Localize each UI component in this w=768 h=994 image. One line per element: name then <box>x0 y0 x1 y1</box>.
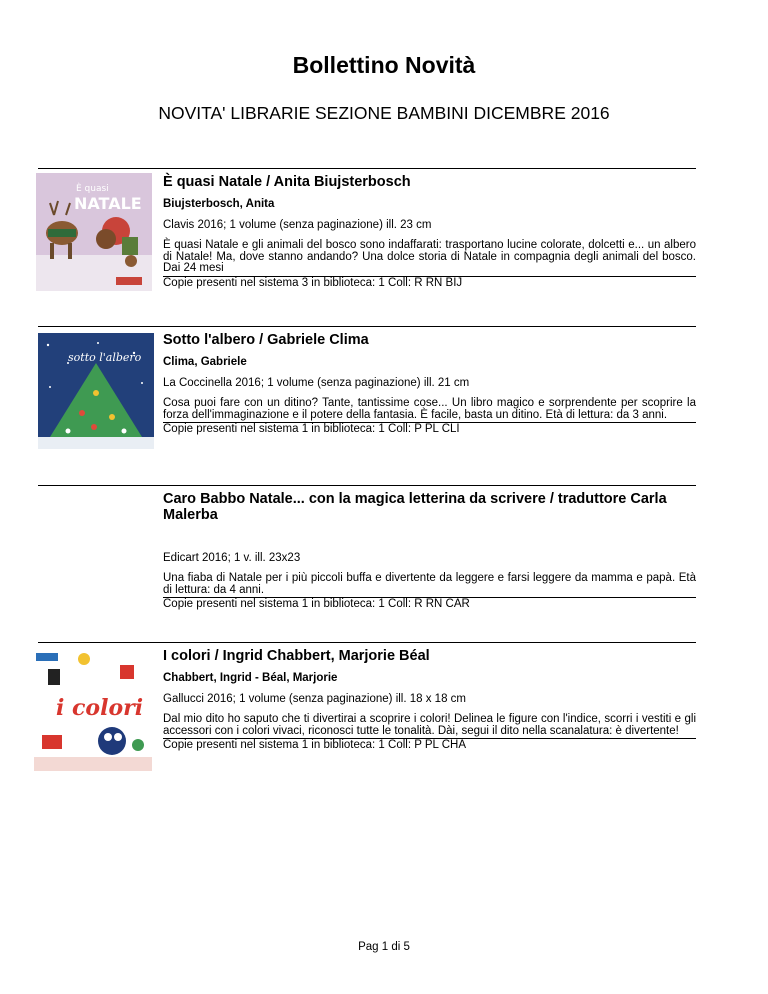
book-publication: Clavis 2016; 1 volume (senza paginazione) ill. 23 cm <box>163 219 432 231</box>
entry-divider <box>38 642 696 643</box>
book-publication: Gallucci 2016; 1 volume (senza paginazione) ill. 18 x 18 cm <box>163 693 466 705</box>
book-author: Biujsterbosch, Anita <box>163 198 275 210</box>
entry-divider <box>38 326 696 327</box>
svg-text:sotto l'albero: sotto l'albero <box>68 351 142 364</box>
book-title: Caro Babbo Natale... con la magica letterina da scrivere / traduttore Carla Malerba <box>163 491 667 523</box>
book-title: Sotto l'albero / Gabriele Clima <box>163 332 369 348</box>
book-title: I colori / Ingrid Chabbert, Marjorie Béal <box>163 648 430 664</box>
book-description: Dal mio dito ho saputo che ti divertirai a scoprire i colori! Delinea le figure con l'indice, scorri i vestiti e gli accessori con i colori vivaci, riconosci tutte le tonalità. Dài, segui il dito nella scanalatura: è divertente! <box>163 713 696 737</box>
book-publication: La Coccinella 2016; 1 volume (senza paginazione) ill. 21 cm <box>163 377 470 389</box>
svg-text:È quasi: È quasi <box>76 184 109 194</box>
book-copies: Copie presenti nel sistema 1 in biblioteca: 1 Coll: P PL CHA <box>163 738 696 751</box>
book-copies: Copie presenti nel sistema 1 in biblioteca: 1 Coll: P PL CLI <box>163 422 696 435</box>
book-copies: Copie presenti nel sistema 3 in biblioteca: 1 Coll: R RN BIJ <box>163 276 696 289</box>
book-author: Chabbert, Ingrid - Béal, Marjorie <box>163 672 338 684</box>
book-cover-image <box>34 649 152 771</box>
book-author: Clima, Gabriele <box>163 356 247 368</box>
book-cover-image <box>36 173 152 291</box>
book-info <box>163 648 696 751</box>
book-description: Una fiaba di Natale per i più piccoli buffa e divertente da leggere e farsi leggere da mamma e papà. Età di lettura: da 4 anni. <box>163 572 696 596</box>
book-info <box>163 491 696 610</box>
book-description: È quasi Natale e gli animali del bosco sono indaffarati: trasportano lucine colorate, dolcetti e... un albero di Natale! Ma, dove stanno andando? Una dolce storia di Natale in compagnia degli animali del bosco. Dai 24 mesi <box>163 239 696 274</box>
book-author <box>163 531 696 544</box>
page-title: Bollettino Novità <box>292 52 476 78</box>
book-info <box>163 332 696 435</box>
book-cover-image <box>38 333 154 449</box>
svg-text:i colori: i colori <box>56 695 144 721</box>
book-title: È quasi Natale / Anita Biujsterbosch <box>163 174 411 190</box>
book-copies: Copie presenti nel sistema 1 in biblioteca: 1 Coll: R RN CAR <box>163 597 696 610</box>
page-subtitle: NOVITA' LIBRARIE SEZIONE BAMBINI DICEMBRE 2016 <box>158 103 610 123</box>
book-publication: Edicart 2016; 1 v. ill. 23x23 <box>163 552 301 564</box>
book-info <box>163 174 696 289</box>
page-number: Pag 1 di 5 <box>358 941 410 953</box>
entry-divider <box>38 485 696 486</box>
svg-text:NATALE: NATALE <box>74 194 142 213</box>
book-description: Cosa puoi fare con un ditino? Tante, tantissime cose... Un libro magico e sorprendente per scoprire la forza dell'immaginazione e il potere della fantasia. È facile, basta un ditino. Età di lettura: da 3 anni. <box>163 397 696 421</box>
entry-divider <box>38 168 696 169</box>
